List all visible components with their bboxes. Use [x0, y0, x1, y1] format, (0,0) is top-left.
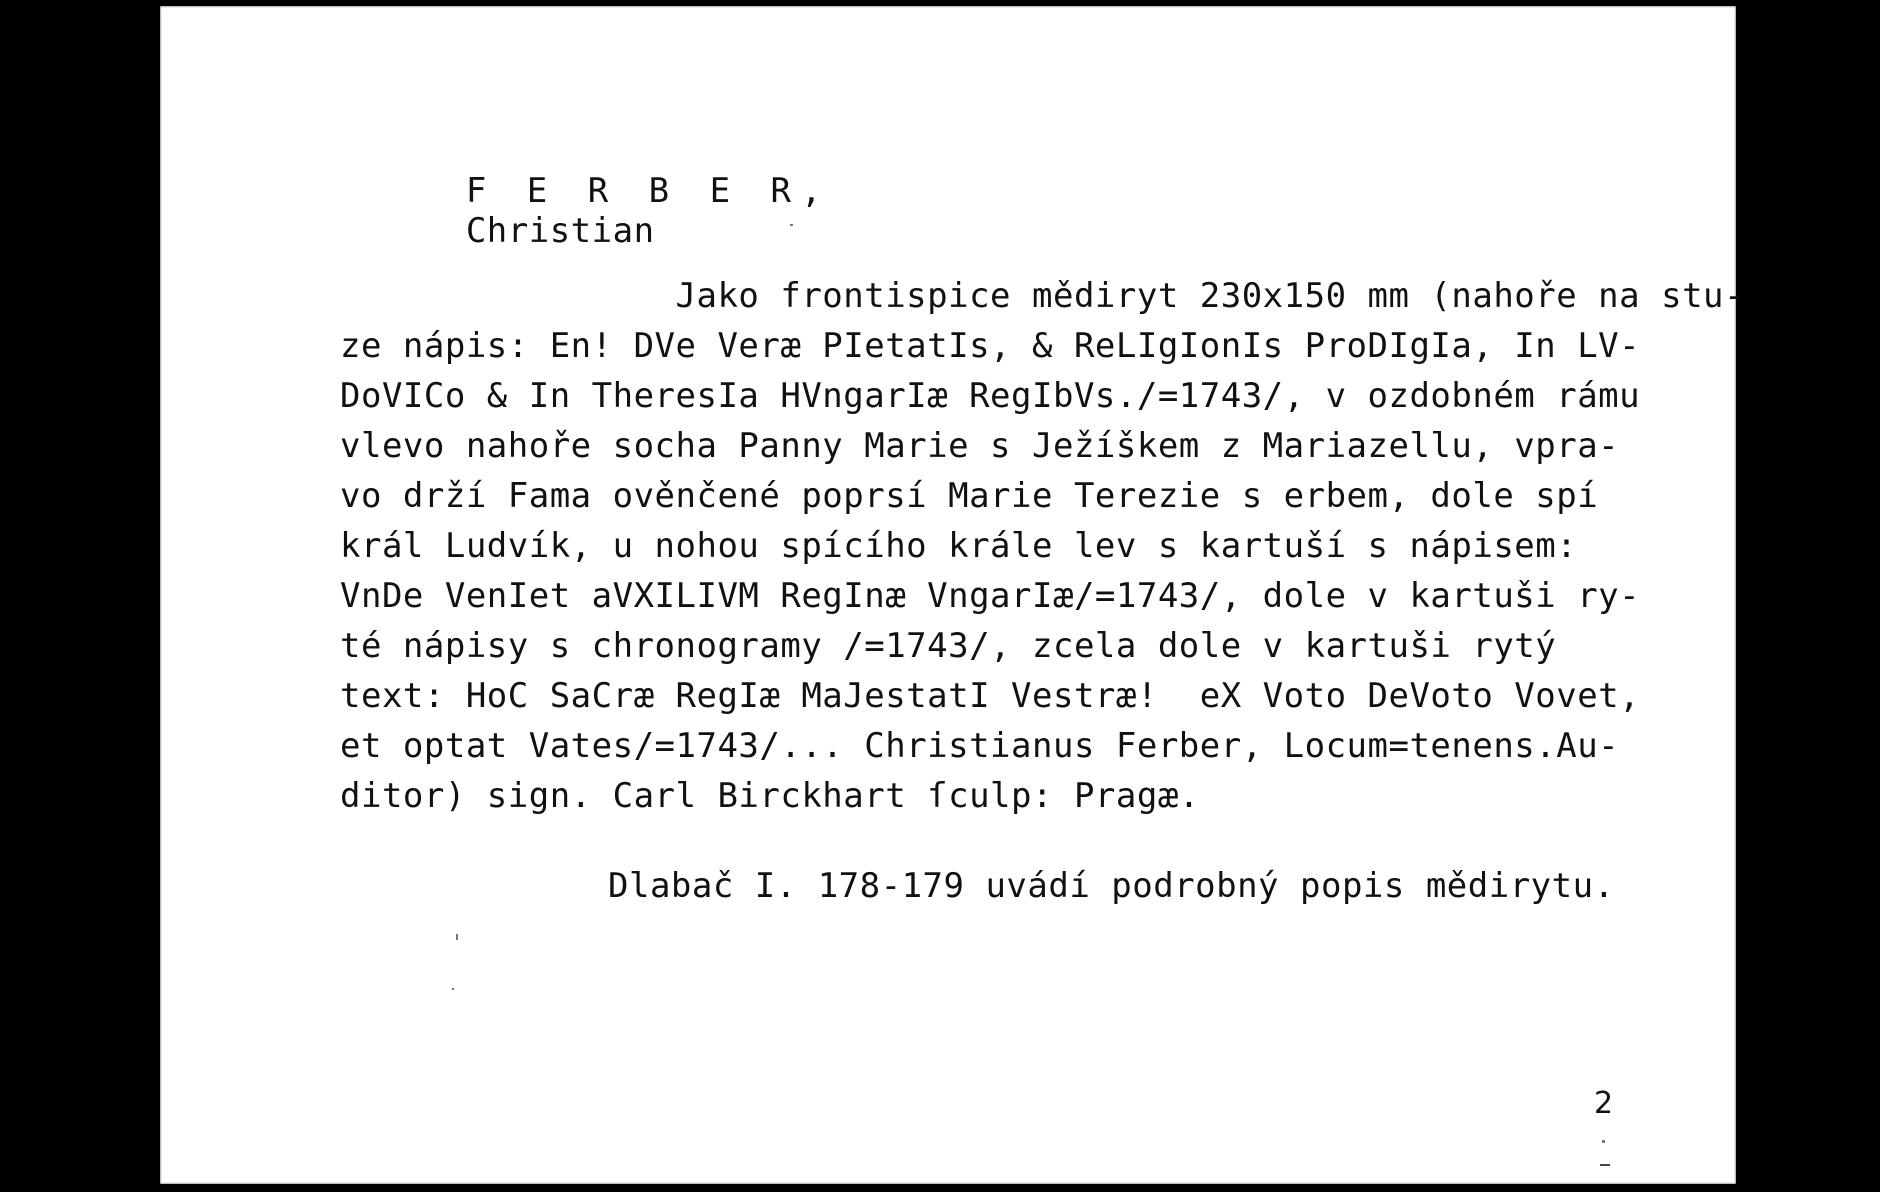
body-line: vlevo nahoře socha Panny Marie s Ježíškem z Mariazellu, vpra-	[340, 426, 1620, 466]
scan-speck	[1600, 1164, 1610, 1166]
body-line: ze nápis: En! DVe Veræ PIetatIs, & ReLIgIonIs ProDIgIa, In LV-	[340, 326, 1641, 366]
catalog-card	[160, 6, 1745, 1184]
heading-surname: F E R B E R,	[465, 171, 832, 211]
scan-speck	[452, 988, 454, 990]
heading-given-name: Christian	[465, 211, 655, 251]
body-line: ditor) sign. Carl Birckhart ſculp: Pragæ.	[340, 776, 1200, 816]
bibliographic-reference: Dlabač I. 178-179 uvádí podrobný popis mědirytu.	[608, 866, 1615, 906]
body-line: král Ludvík, u nohou spícího krále lev s kartuší s nápisem:	[340, 526, 1578, 566]
scan-speck	[1602, 1140, 1605, 1143]
body-line: DoVICo & In TheresIa HVngarIæ RegIbVs./=1743/, v ozdobném rámu	[340, 376, 1641, 416]
body-line: vo drží Fama ověnčené poprsí Marie Terezie s erbem, dole spí	[340, 476, 1599, 516]
card-heading	[340, 131, 831, 291]
body-line: té nápisy s chronogramy /=1743/, zcela dole v kartuši rytý	[340, 626, 1557, 666]
page-number: 2	[1594, 1086, 1614, 1121]
body-line: VnDe VenIet aVXILIVM RegInæ VngarIæ/=1743/, dole v kartuši ry-	[340, 576, 1641, 616]
scan-speck	[790, 224, 793, 226]
scan-speck	[456, 934, 458, 940]
body-line: text: HoC SaCræ RegIæ MaJestatI Vestræ! eX Voto DeVoto Vovet,	[340, 676, 1641, 716]
body-line: Jako frontispice mědiryt 230x150 mm (nahoře na stu-	[340, 276, 1745, 316]
body-line: et optat Vates/=1743/... Christianus Ferber, Locum=tenens.Au-	[340, 726, 1620, 766]
